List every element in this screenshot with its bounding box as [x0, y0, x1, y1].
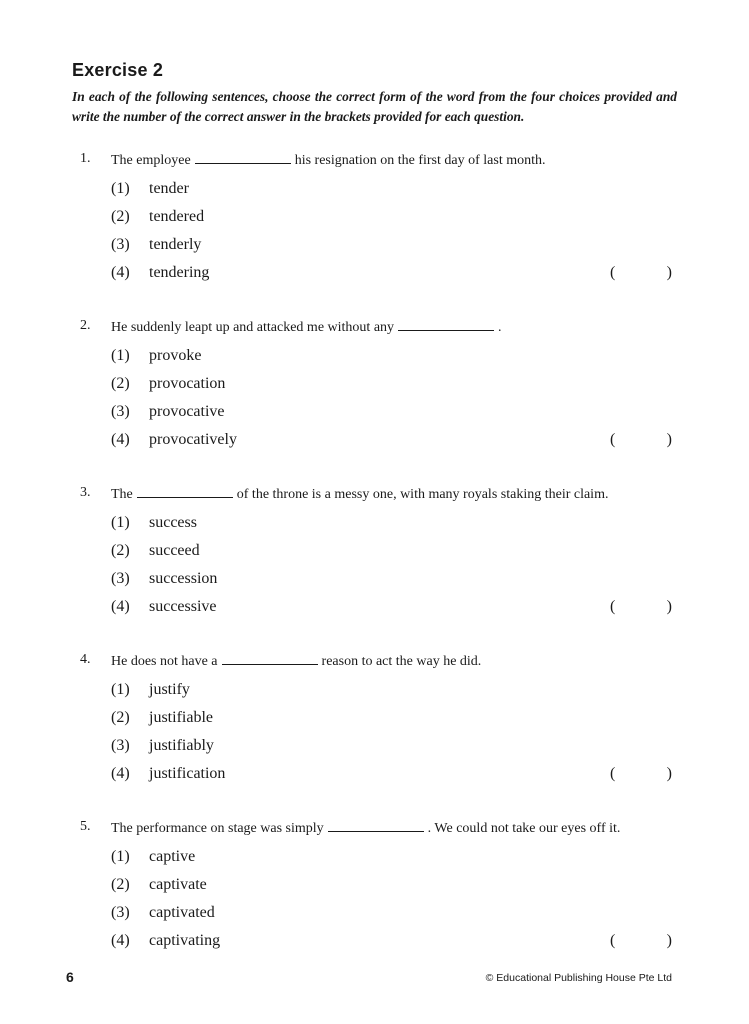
question-stem: He does not have a reason to act the way he did. — [111, 654, 482, 669]
question-stem: The performance on stage was simply . We could not take our eyes off it. — [111, 821, 621, 836]
answer-bracket[interactable]: ( ) — [610, 932, 672, 949]
exercise-title: Exercise 2 — [72, 60, 164, 80]
instructions: In each of the following sentences, choose the correct form of the word from the four choices provided and write the number of the correct answer in the brackets provided for each question. — [72, 89, 677, 124]
answer-blank — [195, 151, 291, 164]
answer-blank — [328, 819, 424, 832]
question-stem: He suddenly leapt up and attacked me without any . — [111, 320, 502, 335]
answer-blank — [222, 652, 318, 665]
worksheet-page: Exercise 2 In each of the following sentences, choose the correct form of the word from the four choices provided and write the number of the correct answer in the brackets provided for each question. 1. The employee his resignation on the first day of last month. (1) tender (2) tendered (3) tenderly (4) tendering ( ) 2. He suddenly leapt up and attacked me without any . (1) provoke (2) provocation (3) provocative (4) provocatively ( ) 3. The of the throne is a messy one, with many royals staking their claim. (1) success (2) succeed (3) succession (4) successive ( ) 4. He does not have a reason to act the way he did. (1) justify (2) justifiable (3) justifiably (4) justification ( ) 5. The performance on stage was simply . We could not take our eyes off it. (1) captive (2) captivate (3) captivated (4) captivating ( ) 6 © Educational Publishing House Pte Ltd — [66, 60, 677, 985]
question-number: 2. — [80, 318, 91, 333]
question-number: 1. — [80, 151, 91, 166]
answer-bracket[interactable]: ( ) — [610, 765, 672, 782]
question-number: 3. — [80, 485, 91, 500]
answer-bracket[interactable]: ( ) — [610, 598, 672, 615]
question-number: 4. — [80, 652, 91, 667]
answer-blank — [137, 485, 233, 498]
page-number: 6 — [66, 969, 74, 985]
question-stem: The of the throne is a messy one, with many royals staking their claim. — [111, 487, 609, 502]
question-stem: The employee his resignation on the first day of last month. — [111, 153, 546, 168]
question-number: 5. — [80, 819, 91, 834]
copyright-notice: © Educational Publishing House Pte Ltd — [485, 972, 672, 984]
answer-bracket[interactable]: ( ) — [610, 264, 672, 281]
answer-blank — [398, 318, 494, 331]
answer-bracket[interactable]: ( ) — [610, 431, 672, 448]
